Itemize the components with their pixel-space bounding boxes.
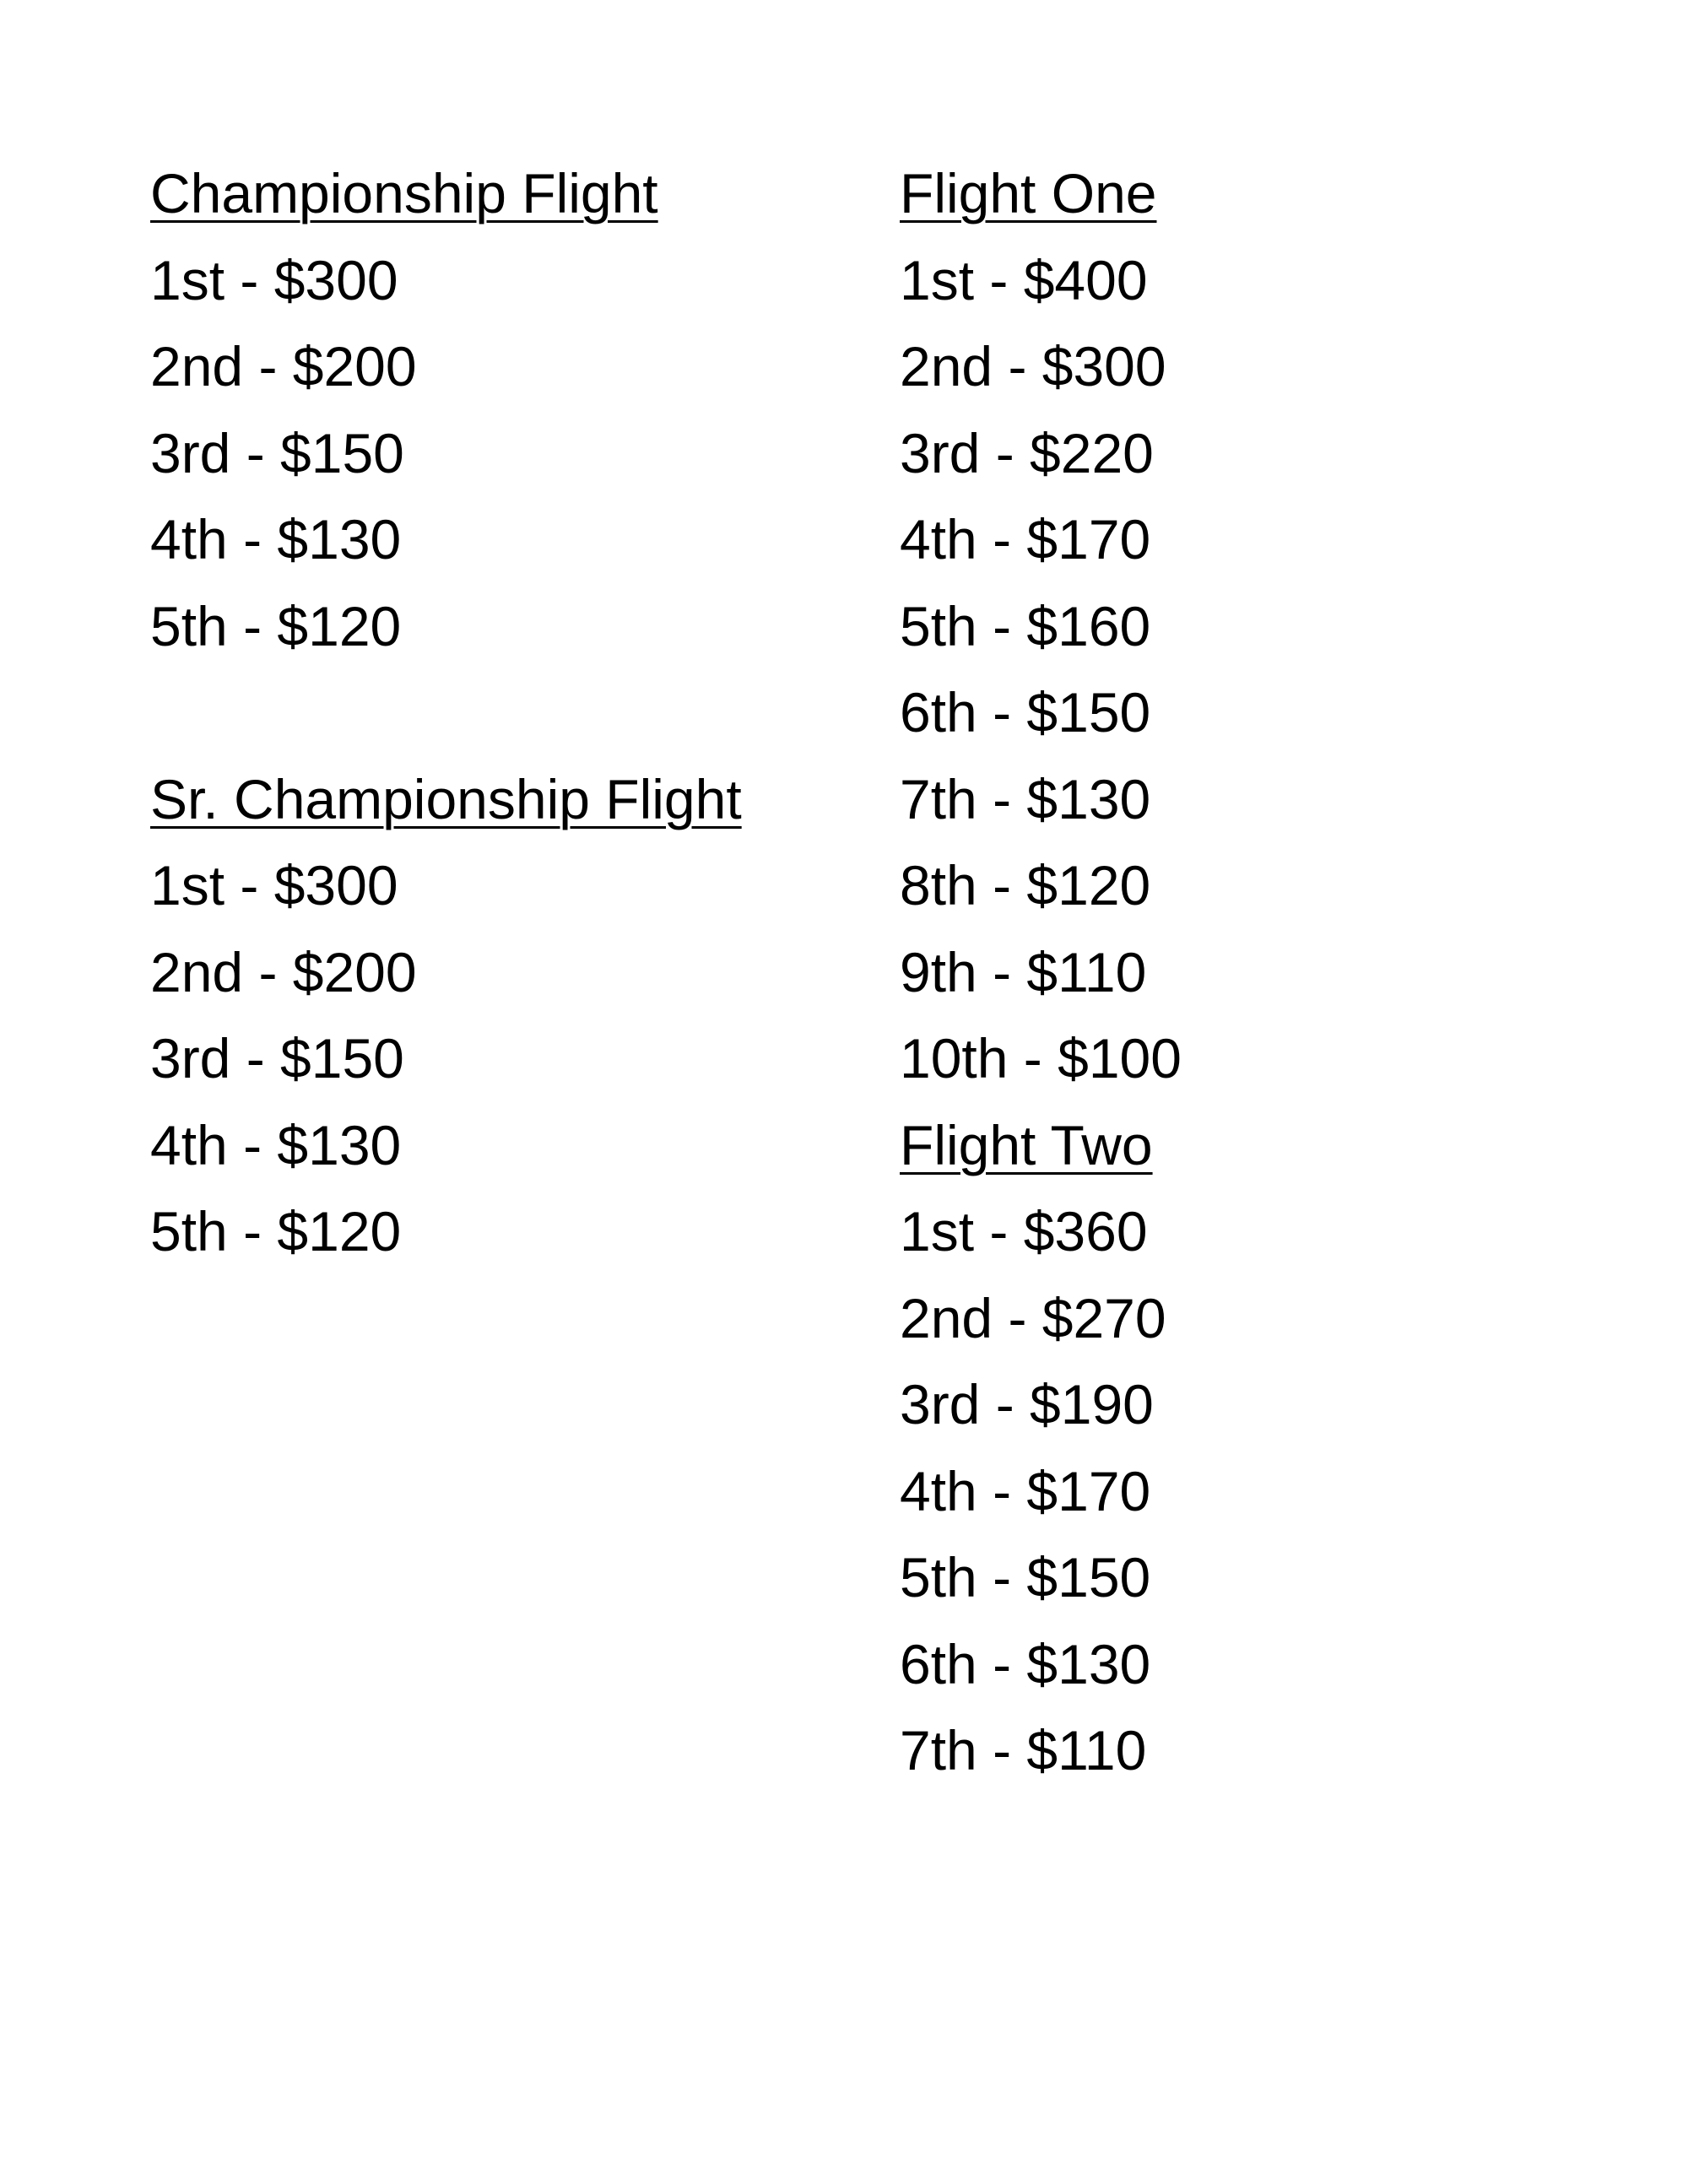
flight-one-heading: Flight One	[900, 162, 1157, 224]
sr-championship-flight-prize-list	[150, 842, 876, 1275]
prize-item: 9th - $110	[900, 940, 1147, 1003]
prize-item: 10th - $100	[900, 1027, 1182, 1089]
championship-flight-section	[150, 150, 876, 669]
prize-item: 4th - $170	[900, 1459, 1151, 1522]
prize-item: 5th - $120	[150, 594, 402, 657]
prize-item: 3rd - $220	[900, 421, 1154, 484]
prize-item: 6th - $130	[900, 1632, 1151, 1695]
prize-item: 2nd - $270	[900, 1286, 1166, 1349]
prize-item: 1st - $300	[150, 854, 398, 916]
prize-item: 4th - $130	[150, 1113, 402, 1176]
prize-item: 1st - $360	[900, 1200, 1148, 1262]
prize-item: 7th - $110	[900, 1719, 1147, 1781]
left-column	[150, 150, 876, 1275]
prize-item: 3rd - $190	[900, 1373, 1154, 1435]
prize-item: 8th - $120	[900, 854, 1151, 916]
flight-one-prize-list	[900, 237, 1626, 1102]
prize-item: 5th - $120	[150, 1200, 402, 1262]
prize-item: 4th - $130	[150, 508, 402, 570]
prize-item: 4th - $170	[900, 508, 1151, 570]
prize-item: 6th - $150	[900, 681, 1151, 743]
prize-item: 2nd - $300	[900, 335, 1166, 397]
flight-two-heading: Flight Two	[900, 1113, 1153, 1176]
prize-item: 1st - $300	[150, 248, 398, 311]
prize-item: 2nd - $200	[150, 940, 417, 1003]
prize-item: 3rd - $150	[150, 1027, 404, 1089]
championship-flight-heading: Championship Flight	[150, 162, 658, 224]
flight-two-prize-list	[900, 1188, 1626, 1794]
prize-item: 7th - $130	[900, 767, 1151, 830]
right-column	[900, 150, 1626, 1794]
prize-item: 5th - $160	[900, 594, 1151, 657]
prize-item: 1st - $400	[900, 248, 1148, 311]
prize-item: 5th - $150	[900, 1546, 1151, 1608]
championship-flight-prize-list	[150, 237, 876, 670]
prize-item: 2nd - $200	[150, 335, 417, 397]
flight-one-section	[900, 150, 1626, 1102]
sr-championship-flight-heading: Sr. Championship Flight	[150, 767, 742, 830]
prize-item: 3rd - $150	[150, 421, 404, 484]
flight-two-section	[900, 1102, 1626, 1794]
sr-championship-flight-section	[150, 756, 876, 1275]
section-spacer	[150, 669, 876, 756]
